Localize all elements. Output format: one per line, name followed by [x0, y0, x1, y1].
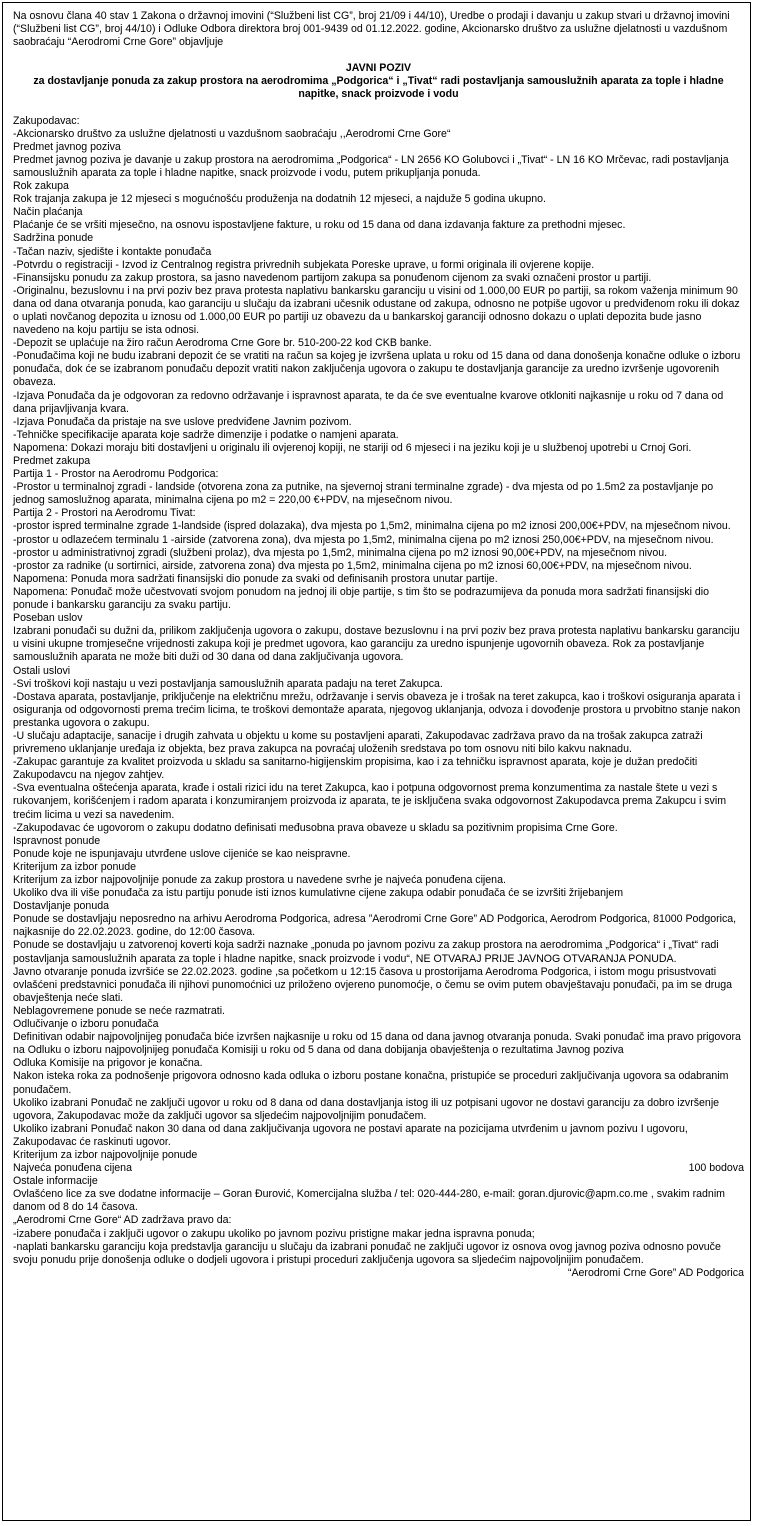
paragraph: Predmet javnog poziva — [13, 140, 121, 153]
paragraph: Izabrani ponuđači su dužni da, prilikom zaključenja ugovora o zakupu, dostave bezuslovnu i na prvi poziv bez prava protesta naplativu bankarsku garanciju u visini ukupne tromjesečne vrijednosti zakupa koji je predmet ugovora, kao garanciju za uredno ispunjenje ugovornih obaveza. Rok za postavljanje samouslužnih aparata ne može biti duži od 30 dana od dana zaključivanja ugovora. — [13, 625, 740, 664]
paragraph: -prostor u administrativnoj zgradi (službeni prolaz), dva mjesta po 1,5m2, minimalna cijena po m2 iznosi 90,00€+PDV, na mjesečnom nivou. — [13, 546, 668, 559]
paragraph: -naplati bankarsku garanciju koja predstavlja garanciju u slučaju da izabrani ponuđač ne zaključi ugovor iz osnova ovog javnog poziva odnosno povuče svoju ponudu prije donošenja odluke o dodjeli ugovora i pristupi proceduri zaključenja ugovora sa sljedećim najpovoljnijim ponuđačem. — [13, 1240, 721, 1266]
paragraph: -Sva eventualna oštećenja aparata, krađe i ostali rizici idu na teret Zakupca, kao i potpuna odgovornost prema konzumentima za nastale štete u vezi s rukovanjem, korišćenjem i radom aparata i konzumiranjem proizvoda iz aparata, te je isključena svaka odgovornost Zakupodavca prema Zakupcu i svim trećim licima u vezi sa navedenim. — [13, 782, 727, 821]
paragraph: -U slučaju adaptacije, sanacije i drugih zahvata u objektu u kome su postavljeni aparati, Zakupodavac zadržava pravo da na trošak zakupca zatraži privremeno uklanjanje uređaja iz objekta, bez prava zakupca na povraćaj uloženih sredstava po tom osnovu niti bilo kakvu naknadu. — [13, 729, 703, 756]
paragraph: Poseban uslov — [13, 612, 83, 625]
criterion-row — [13, 1162, 744, 1175]
paragraph: Zakupodavac: — [13, 114, 80, 127]
paragraph: -prostor za radnike (u sortirnici, airside, zatvorena zona) dva mjesta po 1,5m2, minimalna cijena po m2 iznosi 60,00€+PDV, na mjesečnom nivou. — [13, 559, 692, 572]
paragraph: Ponude se dostavljaju u zatvorenoj koverti koja sadrži naznake „ponuda po javnom pozivu za zakup prostora na aerodromima „Podgorica“ i „Tivat“ radi postavljanja samouslužnih aparata za tople i hladne napitke, snack proizvode i vodu“, NE OTVARAJ PRIJE JAVNOG OTVARANJA PONUDA. — [13, 939, 719, 965]
signature: “Aerodromi Crne Gore” AD Podgorica — [567, 1266, 744, 1279]
paragraph: Odluka Komisije na prigovor je konačna. — [13, 1057, 203, 1070]
paragraph: Napomena: Dokazi moraju biti dostavljeni u originalu ili ovjerenoj kopiji, ne stariji od 6 mjeseci i na jeziku koji je u službenoj upotrebi u Crnoj Gori. — [13, 441, 692, 454]
paragraph: Rok zakupa — [13, 180, 69, 193]
document-title: JAVNI POZIV — [345, 62, 412, 75]
paragraph: Ukoliko dva ili više ponuđača za istu partiju ponude isti iznos kumulativne cijene zakupa odabir ponuđača će se izvršiti žrijebanjem — [13, 887, 624, 900]
paragraph: Ponude se dostavljaju neposredno na arhivu Aerodroma Podgorica, adresa ”Aerodromi Crne Gore” AD Podgorica, Aerodrom Podgorica, 81000 Podgorica, najkasnije do 22.02.2023. godine, do 12:00 časova. — [13, 913, 737, 939]
paragraph: Nakon isteka roka za podnošenje prigovora odnosno kada odluka o izboru postane konačna, pristupiće se proceduri zaključivanja ugovora sa odabranim ponuđačem. — [13, 1070, 729, 1096]
paragraph: „Aerodromi Crne Gore“ AD zadržava pravo da: — [13, 1214, 232, 1227]
intro-paragraph: Na osnovu člana 40 stav 1 Zakona o državnoj imovini (“Službeni list CG”, broj 21/09 i 44/10), Uredbe o prodaji i davanju u zakup stvari u državnoj imovini (“Službeni list CG”, broj 44/10) i Odluke Odbora direktora broj 001-9439 od 01.12.2022. godine, Akcionarsko društvo za uslužne djelatnosti u vazdušnom saobraćaju “Aerodromi Crne Gore” objavljuje — [13, 10, 730, 49]
paragraph: Ostale informacije — [13, 1175, 98, 1188]
document-body — [13, 10, 744, 1280]
paragraph: Odlučivanje o izboru ponuđača — [13, 1018, 159, 1031]
paragraph: -prostor ispred terminalne zgrade 1-landside (ispred dolazaka), dva mjesta po 1,5m2, minimalna cijena po m2 iznosi 200,00€+PDV, na mjesečnom nivou. — [13, 520, 731, 533]
document-subtitle: za dostavljanje ponuda za zakup prostora na aerodromima „Podgorica“ i „Tivat“ radi postavljanja samouslužnih aparata za tople i hladne napitke, snack proizvode i vodu — [33, 75, 724, 101]
paragraph: -Izjava Ponuđača da pristaje na sve uslove predviđene Javnim pozivom. — [13, 415, 352, 428]
paragraph: Ostali uslovi — [13, 664, 71, 677]
paragraph: -izabere ponuđača i zaključi ugovor o zakupu ukoliko po javnom pozivu pristigne makar jedna ispravna ponuda; — [13, 1227, 535, 1240]
paragraph: -Tehničke specifikacije aparata koje sadrže dimenzije i podatke o namjeni aparata. — [13, 428, 399, 441]
paragraph: Kriterijum za izbor najpovoljnije ponude za zakup prostora u navedene svrhe je najveća ponuđena cijena. — [13, 874, 506, 886]
paragraph: Sadržina ponude — [13, 232, 94, 245]
paragraph: Neblagovremene ponude se neće razmatrati. — [13, 1004, 225, 1017]
paragraph: -Prostor u terminalnoj zgradi - landside (otvorena zona za putnike, na sjevernoj strani terminalne zgrade) - dva mjesta od po 1.5m2 za postavljanje po jednog samoslužnog aparata, minimalna cijena po m2 = 220,00 €+PDV, na mjesečnom nivou. — [13, 481, 714, 507]
paragraph: -Finansijsku ponudu za zakup prostora, sa jasno navedenom partijom zakupa sa ponuđenom cijenom za svaki označeni prostor u partiji. — [13, 271, 652, 284]
paragraph: Ponude koje ne ispunjavaju utvrđene uslove cijeniće se kao neispravne. — [13, 847, 351, 860]
paragraph: -Dostava aparata, postavljanje, priključenje na električnu mrežu, održavanje i servis obaveza je i trošak na teret zakupca, kao i troškovi osiguranja aparata i osiguranja od odgovornosti prema trećim licima, te troškovi demontaže aparata, njegovog uklanjanja, odvoza i dovođenje prostora u prvobitno stanje nakon prestanka ugovora o zakupu. — [13, 690, 741, 729]
paragraph: Ukoliko izabrani Ponuđač ne zaključi ugovor u roku od 8 dana od dana dostavljanja istog ili uz potpisani ugovor ne dostavi garanciju za dobro izvršenje ugovora, Zakupodavac može da zaključi ugovor sa sljedećim najpovoljnijim ponuđačem. — [13, 1096, 720, 1122]
paragraph: Kriterijum za izbor ponude — [13, 860, 137, 873]
paragraph: Partija 2 - Prostori na Aerodromu Tivat: — [13, 507, 196, 520]
paragraph: Predmet javnog poziva je davanje u zakup prostora na aerodromima „Podgorica“ - LN 2656 KO Golubovci i „Tivat“ - LN 16 KO Mrčevac, radi postavljanja samouslužnih aparata za tople i hladne napitke, snack proizvode i vodu, putem prikupljanja ponuda. — [13, 153, 729, 179]
body-lines — [13, 115, 744, 1163]
paragraph: -Zakupac garantuje za kvalitet proizvoda u skladu sa sanitarno-higijenskim propisima, kao i za tehničku ispravnost aparata, koje je dužan predočiti Zakupodavcu na njegov zahtjev. — [13, 756, 698, 782]
paragraph: Dostavljanje ponuda — [13, 900, 110, 913]
paragraph: Predmet zakupa — [13, 455, 91, 467]
paragraph: Definitivan odabir najpovoljnijeg ponuđača biće izvršen najkasnije u roku od 15 dana od dana javnog otvaranja ponuda. Svaki ponuđač ima pravo prigovora na Odluku o izboru najpovoljnijeg ponuđača Komisiji u roku od 5 dana od dana dobijanja obavještenja o rezultatima Javnog poziva — [13, 1031, 741, 1057]
paragraph: Rok trajanja zakupa je 12 mjeseci s mogućnošću produženja na dodatnih 12 mjeseci, a najduže 5 godina ukupno. — [13, 193, 546, 206]
paragraph: -Depozit se uplaćuje na žiro račun Aerodroma Crne Gore br. 510-200-22 kod CKB banke. — [13, 337, 432, 350]
paragraph: Napomena: Ponuđač može učestvovati svojom ponudom na jednoj ili obje partije, s tim što se podrazumijeva da ponuda mora sadržati finansijski dio ponude i bankarsku garanciju za svaku partiju. — [13, 585, 710, 612]
criterion-label: Najveća ponuđena cijena — [13, 1162, 132, 1175]
paragraph: -Akcionarsko društvo za uslužne djelatnosti u vazdušnom saobraćaju ,,Aerodromi Crne Gore“ — [13, 127, 451, 140]
tail-lines — [13, 1175, 744, 1267]
paragraph: -Ponuđačima koji ne budu izabrani depozit će se vratiti na račun sa kojeg je izvršena uplata u roku od 15 dana od dana donošenja konačne odluke o izboru ponuđača, dok će se izabranom ponuđaču depozit vratiti nakon zaključenja ugovora o zakupu te dostavljanja garancije za uredno izvršenje ugovorenih obaveza. — [13, 350, 741, 389]
paragraph: -Svi troškovi koji nastaju u vezi postavljanja samouslužnih aparata padaju na teret Zakupca. — [13, 677, 443, 690]
paragraph: Javno otvaranje ponuda izvršiće se 22.02.2023. godine ,sa početkom u 12:15 časova u prostorijama Aerodroma Podgorica, i istom mogu prisustvovati ovlašćeni predstavnici ponuđača ili njihovi punomoćnici uz priloženo ovjereno punomoćje, o čemu se ovim putem obavještavaju ponuđači, pa im se druga obavještenja neće slati. — [13, 965, 732, 1004]
paragraph: -Zakupodavac će ugovorom o zakupu dodatno definisati međusobna prava obaveze u skladu sa pozitivnim propisima Crne Gore. — [13, 821, 618, 834]
paragraph: Ukoliko izabrani Ponuđač nakon 30 dana od dana zaključivanja ugovora ne postavi aparate na pozicijama utvrđenim u javnom pozivu I ugovoru, Zakupodavac će raskinuti ugovor. — [13, 1122, 688, 1148]
paragraph: -Tačan naziv, sjedište i kontakte ponuđača — [13, 245, 212, 258]
paragraph: -Originalnu, bezuslovnu i na prvi poziv bez prava protesta naplativu bankarsku garanciju u visini od 1.000,00 EUR po partiji, sa rokom važenja minimum 90 dana od dana otvaranja ponuda, kao garanciju u slučaju da izabrani učesnik odustane od zakupa, odnosno ne potpiše ugovor u predviđenom roku ili dokaz o uplati novčanog depozita u iznosu od 1.000,00 EUR po partiji uz obavezu da u bankarskoj garanciji odnosno dokazu o uplati depozita bude jasno navedeno na koju partiju se ista odnosi. — [13, 284, 740, 337]
criterion-points: 100 bodova — [688, 1162, 744, 1175]
paragraph: Napomena: Ponuda mora sadržati finansijski dio ponude za svaki od definisanih prostora unutar partije. — [13, 572, 498, 585]
paragraph: Kriterijum za izbor najpovoljnije ponude — [13, 1148, 198, 1161]
paragraph: -Potvrdu o registraciji - Izvod iz Centralnog registra privrednih subjekata Poreske uprave, u formi originala ili ovjerene kopije. — [13, 258, 595, 271]
paragraph: Ispravnost ponude — [13, 834, 101, 847]
paragraph: Ovlašćeno lice za sve dodatne informacije – Goran Đurović, Komercijalna služba / tel: 020-444-280, e-mail: goran.djurovic@apm.co.me , svakim radnim danom od 8 do 14 časova. — [13, 1188, 726, 1214]
paragraph: Način plaćanja — [13, 206, 83, 219]
paragraph: -Izjava Ponuđača da je odgovoran za redovno održavanje i ispravnost aparata, te da će sve eventualne kvarove otkloniti najkasnije u roku od 7 dana od dana prijavljivanja kvara. — [13, 389, 724, 415]
paragraph: Partija 1 - Prostor na Aerodromu Podgorica: — [13, 468, 219, 481]
paragraph: Plaćanje će se vršiti mjesečno, na osnovu ispostavljene fakture, u roku od 15 dana od dana izdavanja fakture za prethodni mjesec. — [13, 219, 626, 232]
paragraph: -prostor u odlazećem terminalu 1 -airside (zatvorena zona), dva mjesta po 1,5m2, minimalna cijena po m2 iznosi 250,00€+PDV, na mjesečnom nivou. — [13, 533, 714, 546]
